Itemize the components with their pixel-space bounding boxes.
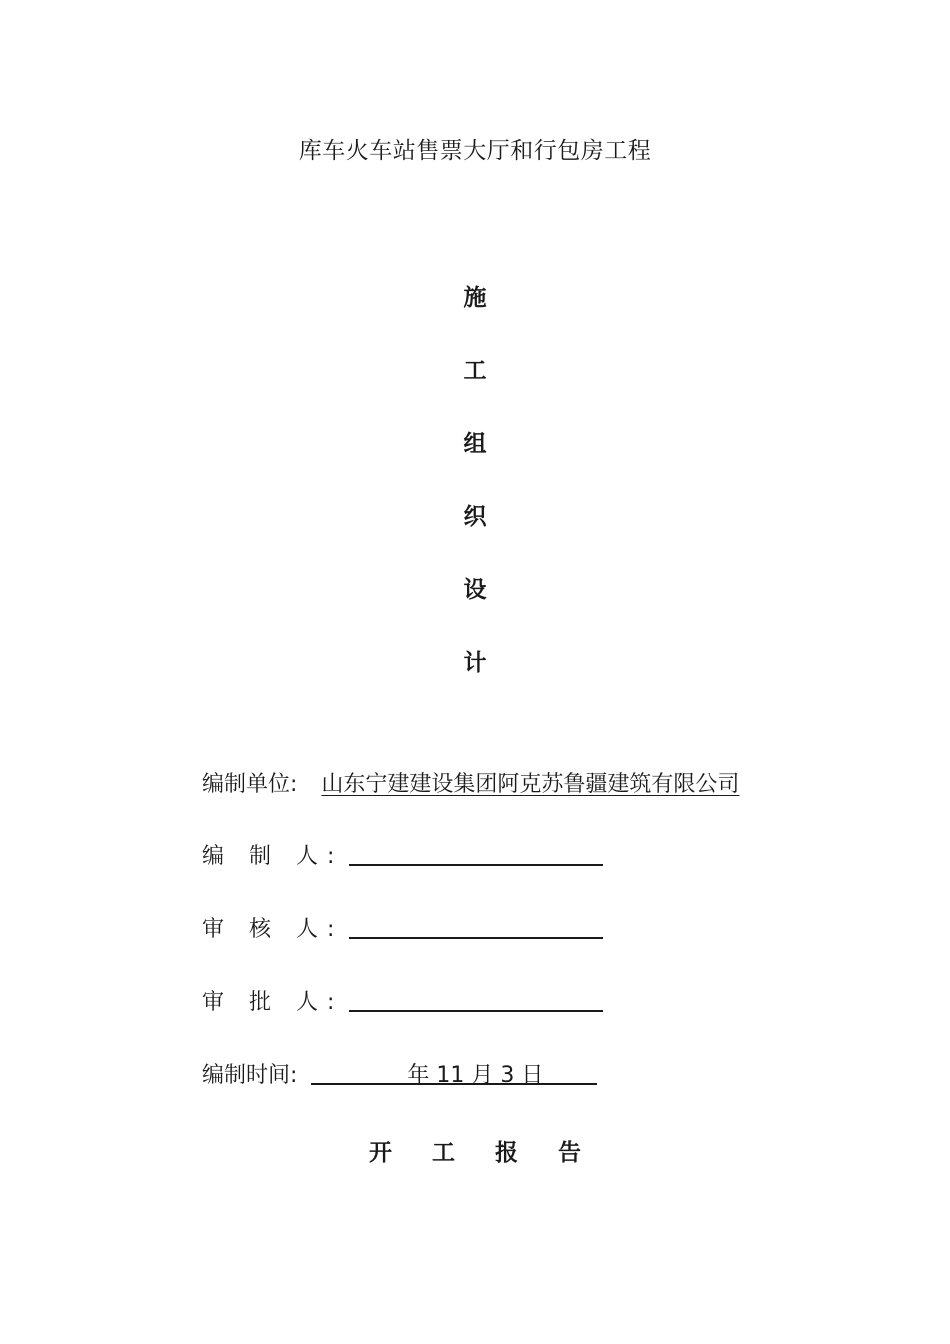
- field-author: [202, 840, 603, 874]
- main-title-vertical: [0, 280, 950, 718]
- main-title-char: 计: [463, 650, 487, 676]
- reviewer-blank-line: [349, 913, 603, 939]
- main-title-char: 织: [463, 504, 487, 530]
- report-title: 开 工 报 告: [368, 1140, 598, 1166]
- date-value: 年 11 月 3 日: [311, 1059, 597, 1085]
- field-reviewer: [202, 913, 603, 947]
- main-title-char: 组: [463, 431, 487, 457]
- date-label: 编制时间:: [202, 1063, 298, 1088]
- author-label: 编 制 人:: [202, 844, 344, 869]
- unit-label: 编制单位:: [202, 772, 298, 797]
- reviewer-label: 审 核 人:: [202, 917, 344, 942]
- main-title-char: 设: [463, 577, 487, 603]
- approver-label: 审 批 人:: [202, 990, 344, 1015]
- author-blank-line: [349, 840, 603, 866]
- unit-value: 山东宁建建设集团阿克苏鲁疆建筑有限公司: [321, 772, 740, 797]
- main-title-char: 施: [463, 285, 487, 311]
- field-approver: [202, 986, 603, 1020]
- field-date: [202, 1059, 597, 1093]
- main-title-char: 工: [463, 358, 487, 384]
- project-title: 库车火车站售票大厅和行包房工程: [298, 138, 652, 164]
- approver-blank-line: [349, 986, 603, 1012]
- field-unit: [202, 768, 739, 802]
